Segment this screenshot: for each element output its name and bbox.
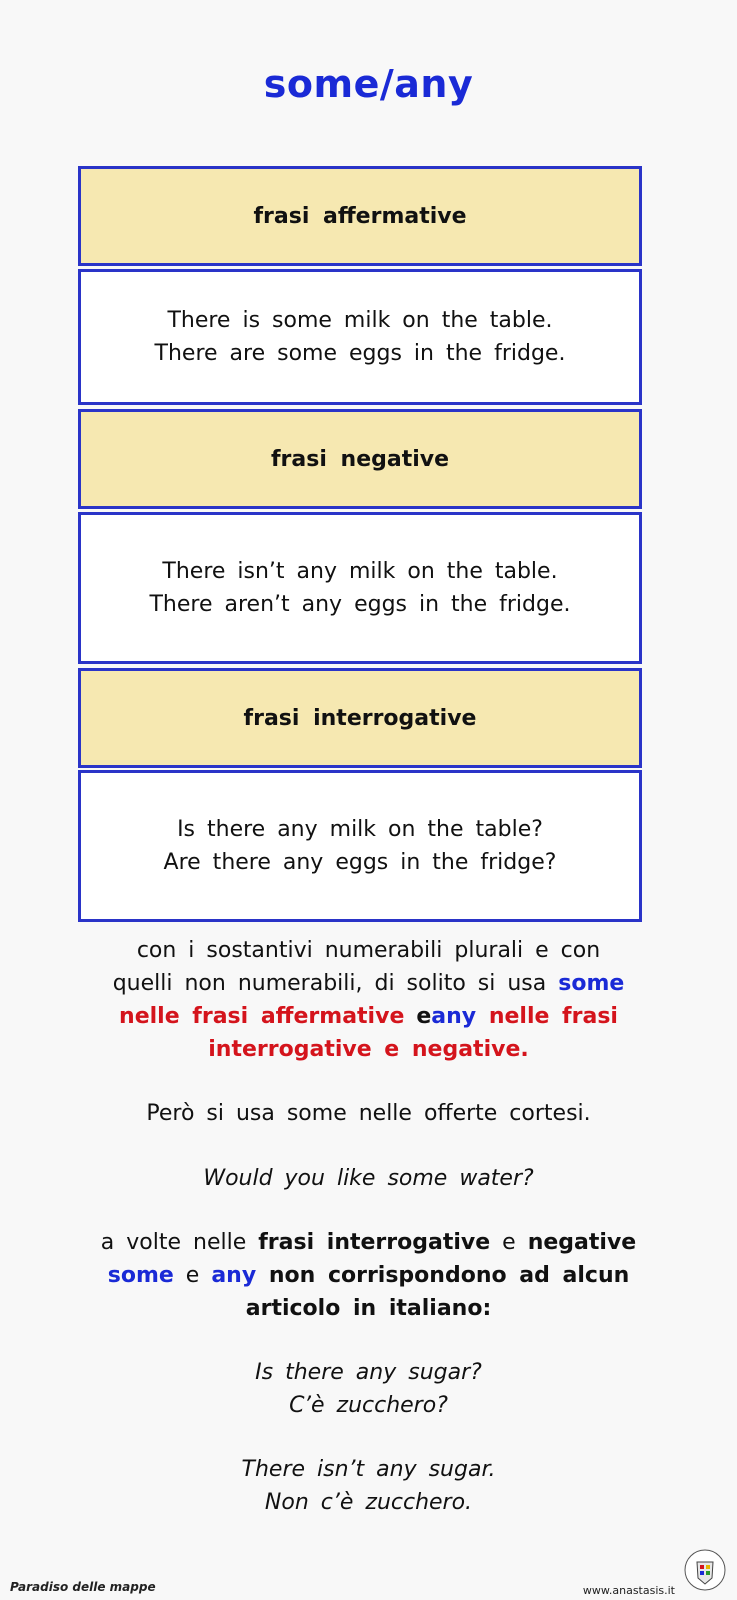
note-text: e <box>173 1263 212 1288</box>
keyword-some: some <box>558 971 625 996</box>
translation-example <box>40 1453 697 1519</box>
note-paragraph <box>40 1226 697 1325</box>
example-sentence: There aren’t any eggs in the fridge. <box>149 592 571 617</box>
note-text: non corrispondono ad alcun <box>256 1263 630 1288</box>
section-heading-label: frasi affermative <box>253 203 467 229</box>
rule-conjunction: e <box>416 1004 432 1029</box>
rule-highlight: nelle frasi <box>476 1004 618 1029</box>
italian-sentence: C’è zucchero? <box>289 1393 448 1418</box>
rule-line: interrogative e negative. <box>208 1037 529 1062</box>
note-text: e <box>490 1230 528 1255</box>
section-examples-interrogative <box>78 770 642 922</box>
section-examples-affermative <box>78 269 642 405</box>
note-bold: negative <box>527 1230 637 1255</box>
example-sentence: There are some eggs in the fridge. <box>154 341 566 366</box>
footer-source: Paradiso delle mappe <box>10 1580 156 1594</box>
english-sentence: Is there any sugar? <box>255 1360 482 1385</box>
rule-text: quelli non numerabili, di solito si usa <box>112 971 559 996</box>
keyword-any: any <box>431 1004 477 1029</box>
keyword-some: some <box>107 1263 174 1288</box>
footer-website: www.anastasis.it <box>582 1584 675 1597</box>
rule-highlight: nelle frasi affermative <box>119 1004 405 1029</box>
section-heading-negative <box>78 409 642 509</box>
note-line <box>40 1259 697 1292</box>
rule-line <box>40 967 697 1000</box>
rule-line <box>40 1000 697 1033</box>
translation-example <box>40 1356 697 1422</box>
section-heading-label: frasi negative <box>270 446 450 472</box>
italian-sentence: Non c’è zucchero. <box>264 1490 473 1515</box>
page-title: some/any <box>263 62 474 106</box>
example-sentence: Is there any milk on the table? <box>177 817 543 842</box>
section-heading-affermative <box>78 166 642 266</box>
note-line <box>40 1226 697 1259</box>
section-examples-negative <box>78 512 642 664</box>
note-text: a volte nelle <box>100 1230 259 1255</box>
note-bold: frasi interrogative <box>258 1230 491 1255</box>
section-heading-label: frasi interrogative <box>243 705 477 731</box>
rule-line: con i sostantivi numerabili plurali e con <box>136 938 601 963</box>
example-sentence: Are there any eggs in the fridge? <box>163 850 557 875</box>
english-sentence: There isn’t any sugar. <box>241 1457 496 1482</box>
offer-example: Would you like some water? <box>203 1166 534 1191</box>
section-heading-interrogative <box>78 668 642 768</box>
example-sentence: There isn’t any milk on the table. <box>162 559 558 584</box>
keyword-any: any <box>211 1263 257 1288</box>
example-sentence: There is some milk on the table. <box>167 308 553 333</box>
offer-text: Però si usa some nelle offerte cortesi. <box>146 1101 591 1126</box>
note-line: articolo in italiano: <box>245 1296 492 1321</box>
rule-paragraph <box>40 934 697 1066</box>
supermappe-logo-icon <box>681 1544 729 1594</box>
